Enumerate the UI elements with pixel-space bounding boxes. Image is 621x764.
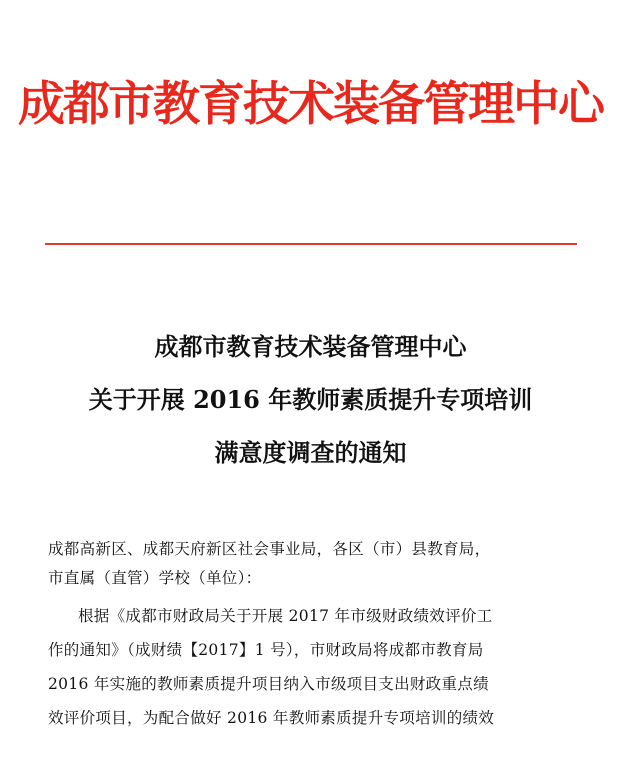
red-divider-rule <box>45 243 577 245</box>
notice-title-line-2: 关于开展 2016 年教师素质提升专项培训 <box>88 385 533 414</box>
notice-title-line-3: 满意度调查的通知 <box>214 438 407 467</box>
body-paragraph-line-3: 2016 年实施的教师素质提升项目纳入市级项目支出财政重点绩 <box>48 675 489 693</box>
addressee-line-2: 市直属（直管）学校（单位）： <box>48 569 262 587</box>
notice-title-line-1: 成都市教育技术装备管理中心 <box>154 332 467 361</box>
body-paragraph-line-1: 根据《成都市财政局关于开展 2017 年市级财政绩效评价工 <box>78 607 493 625</box>
addressee-line-1: 成都高新区、成都天府新区社会事业局，各区（市）县教育局， <box>48 540 491 558</box>
body-paragraph-line-2: 作的通知》（成财绩【2017】1 号），市财政局将成都市教育局 <box>48 641 484 659</box>
masthead-title: 成都市教育技术装备管理中心 <box>18 77 603 132</box>
body-paragraph-line-4: 效评价项目，为配合做好 2016 年教师素质提升专项培训的绩效 <box>48 709 495 727</box>
